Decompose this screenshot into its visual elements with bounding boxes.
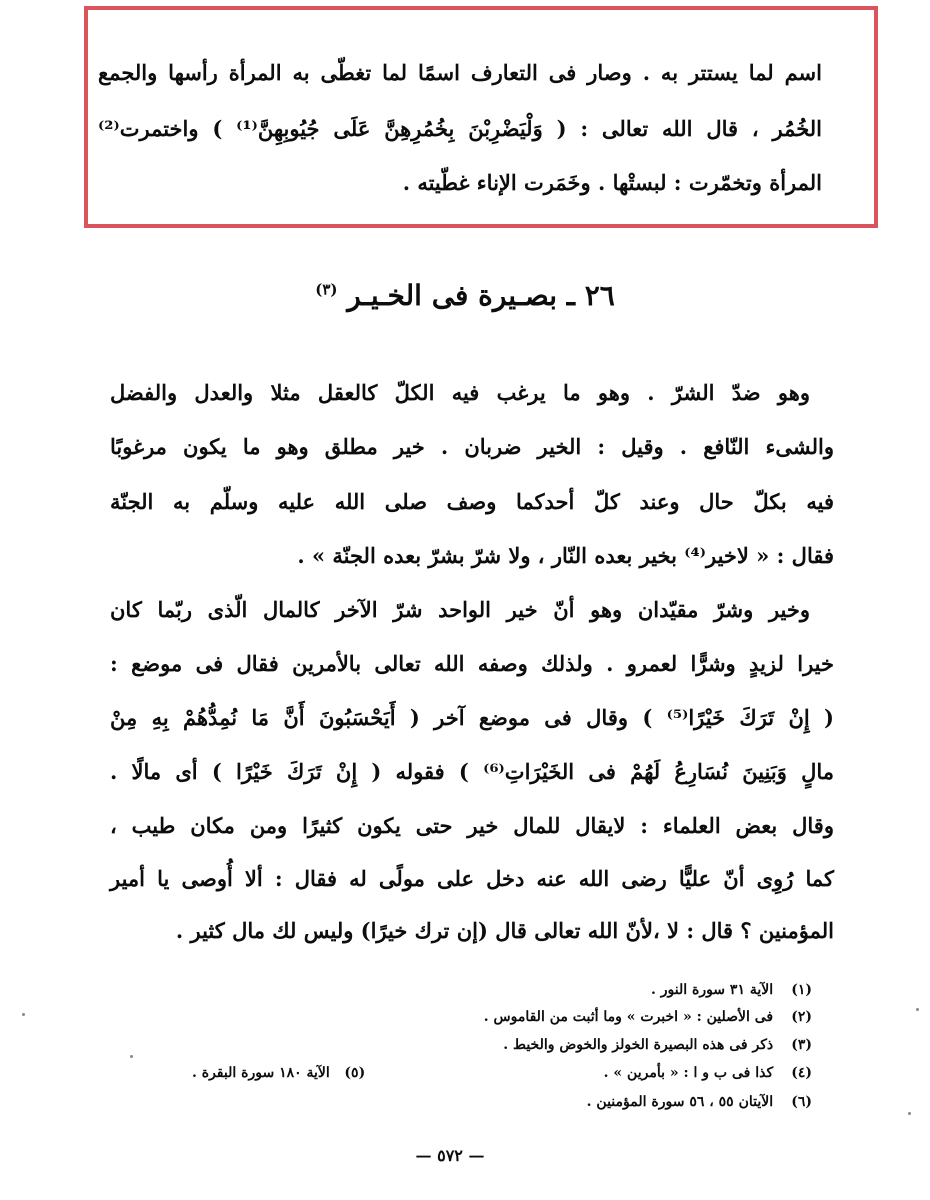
section-title (200, 279, 730, 312)
body-line: المؤمنين ؟ قال : لا ،لأنّ الله تعالى قال (إن ترك خيرًا) وليس لك مال كثير . (175, 918, 834, 943)
highlighted-line: المرأة وتخمّرت : لبستْها . وخَمَرت الإناء غطّيته . (402, 170, 822, 195)
footnote-text: كذا فى ب و ا : « بأمرين » . (603, 1065, 774, 1081)
footnote-text: ذكر فى هذه البصيرة الخولز والخوض والخيط . (503, 1037, 774, 1053)
body-line: ( إِنْ تَرَكَ خَيْرًا⁽⁵⁾ ) وقال فى موضع آخر ( أَيَحْسَبُونَ أَنَّ مَا نُمِدُّهُمْ بِهِ مِنْ (110, 705, 834, 730)
body-line: مالٍ وَبَنِينَ نُسَارِعُ لَهُمْ فى الخَيْرَاتِ⁽⁶⁾ ) فقوله ( إِنْ تَرَكَ خَيْرًا ) أى مالًا . (110, 759, 834, 784)
footnote-number: (١) (791, 982, 812, 998)
body-line: والشىء النّافع . وقيل : الخير ضربان . خير مطلق وهو ما يكون مرغوبًا (110, 434, 834, 459)
footnote-inline (192, 1066, 365, 1080)
footnote (192, 1038, 812, 1052)
footnote-text: فى الأصلين : « اخبرت » وما أثبت من القاموس . (483, 1009, 774, 1025)
body-line: وهو ضدّ الشرّ . وهو ما يرغب فيه الكلّ كالعقل مثلا والعدل والفضل (110, 380, 810, 405)
section-title-note: (٣) (315, 280, 338, 299)
scan-speck (130, 1055, 133, 1058)
footnote (192, 1010, 812, 1024)
footnote-number: (٢) (791, 1009, 812, 1025)
section-title-text: ٢٦ ـ بصـيرة فى الخـيـر (347, 279, 615, 312)
scan-speck (916, 1008, 919, 1011)
page-number: — ٥٧٢ — (415, 1146, 485, 1165)
body-line: فقال : « لاخير⁽⁴⁾ بخير بعده النّار ، ولا شرّ بشرّ بعده الجنّة » . (297, 543, 834, 568)
footnote-number: (٤) (791, 1065, 812, 1081)
scan-speck (22, 1013, 25, 1016)
body-line: وخير وشرّ مقيّدان وهو أنّ خير الواحد شرّ الآخر كالمال الّذى ربّما كان (110, 597, 810, 622)
body-line: كما رُوِى أنّ عليًّا رضى الله عنه دخل على مولًى له فقال : ألا أُوصى يا أمير (110, 866, 834, 891)
body-line: وقال بعض العلماء : لايقال للمال خير حتى يكون كثيرًا ومن مكان طيب ، (110, 813, 834, 838)
footnote-number: (٥) (344, 1065, 366, 1081)
body-line: فيه بكلّ حال وعند كلّ أحدكما وصف صلى الله عليه وسلّم به الجنّة (110, 489, 834, 514)
highlighted-line: الخُمُر ، قال الله تعالى : ( وَلْيَضْرِبْنَ بِخُمُرِهِنَّ عَلَى جُيُوبِهِنَّ⁽¹⁾ ) واختمرت⁽²⁾ (98, 116, 822, 141)
footnote (192, 1066, 812, 1080)
footnote-text: الآية ٣١ سورة النور . (650, 982, 774, 998)
highlighted-line: اسم لما يستتر به . وصار فى التعارف اسمًا لما تغطّى به المرأة رأسها والجمع (98, 60, 822, 85)
footnote-number: (٦) (791, 1094, 812, 1110)
footnote (192, 1095, 812, 1109)
footnote-text: الآيتان ٥٥ ، ٥٦ سورة المؤمنين . (586, 1094, 774, 1110)
body-line: خيرا لزيدٍ وشرًّا لعمرو . ولذلك وصفه الله تعالى بالأمرين فقال فى موضع : (110, 651, 834, 676)
footnote (192, 983, 812, 997)
footnote-text: الآية ١٨٠ سورة البقرة . (192, 1065, 330, 1081)
scan-speck (908, 1112, 911, 1115)
footnote-number: (٣) (791, 1037, 812, 1053)
